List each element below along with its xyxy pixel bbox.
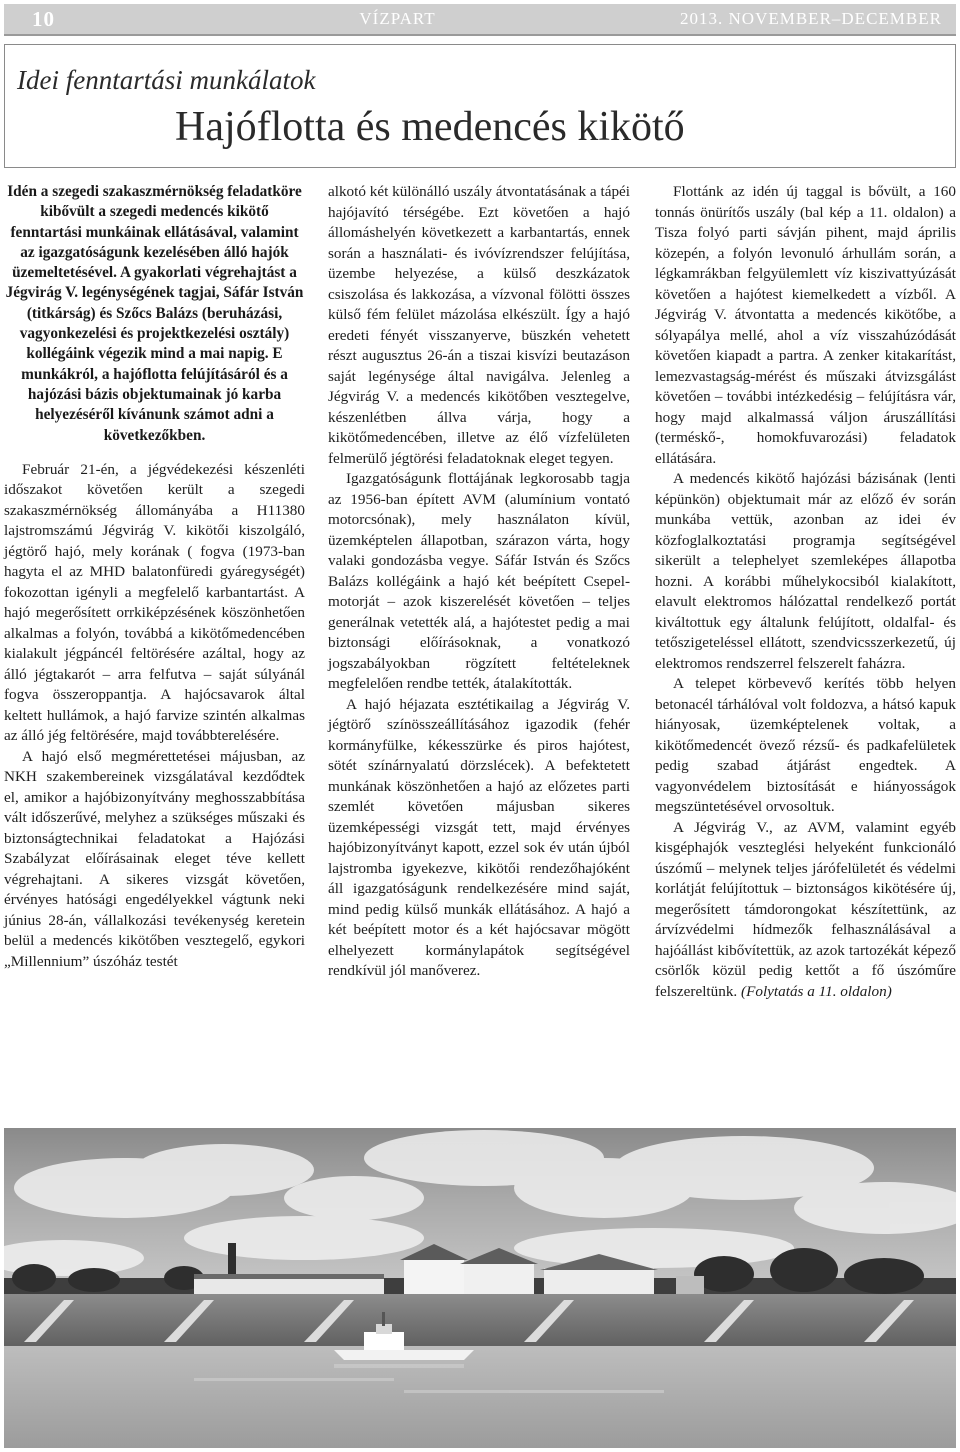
page-header: [4, 4, 956, 36]
paragraph: A medencés kikötő hajózási bázisának (lenti képünkön) objektumait már az előző év során munkába vettük, azonban az idei év közfoglalkoztatási programja segítségével sikerült a telephelyet szemleképes állapotba hozni. A korábbi műhelykocsiból kialakított, elavult elektromos hálózattal rendelkező portát kiváltottuk egy általunk felújított, oldalfal- és tetőszigeteléssel ellátott, szendvicsszerkezetű, új elektromos rendszerrel felszerelt faházra.: [655, 470, 956, 672]
paragraph: Flottánk az idén új taggal is bővült, a 160 tonnás önürítős uszály (bal kép a 11. oldalon) a Tisza folyó parti sávján pihent, majd április közepén, a folyón levonuló árhullám során, a légkamrákban felgyülemlett víz kiszivattyúzását követően a hajótest kiemelkedett a vízből. A Jégvirág V. átvontatta a medencés kikötőbe, a sólyapálya mellé, ahol a víz visszahúzódását követően kiapadt a partra. A zenker kitakarítást, lemezvastagság-mérést és műszaki átvizsgálást követően – további intézkedésig – felújításra vár, hogy majd alkalmassá váljon áruszállítási (terméskő-, homokfuvarozási) feladatok ellátására.: [655, 183, 956, 467]
paragraph: Február 21-én, a jégvédekezési készenléti időszakot követően került a szegedi szakaszmérnökség állományába a H11380 lajstromszámú Jégvirág V. kikötői kiszolgáló, jégtörő hajó, mely korának ( fogva (1973-ban hagyta el az MHD balatonfüredi gyáregységét) fokozottan igényli a megfelelő karbantartást. A hajó megerősített orrkiképzésének köszönhetően alkalmas a folyón, továbbá a kikötőmedencében kialakult jégpáncél feltörésére azáltal, hogy az álló jégtakarót – arra felfutva – saját súlyánál fogva összeroppantja. A hajócsavarok által keltett hullámok, a hajó farvize szintén alkalmas az álló jég feltörésére, majd továbbterelésére.: [4, 460, 305, 745]
text-column-2: [328, 182, 630, 982]
article-lead: Idén a szegedi szakaszmérnökség feladatköre kibővült a szegedi medencés kikötő fenntartási munkáinak ellátásával, valamint az igazgatóságunk kezelésében álló hajók üzemeltetésével. A gyakorlati végrehajtást a Jégvirág V. legénységének tagjai, Sáfár István (titkárság) és Szőcs Balázs (beruházási, vagyonkezelési és projektkezelési osztály) kollégáink végezik mind a mai napig. E munkákról, a hajóflotta felújításáról és a hajózási bázis objektumainak jó karba helyezéséről kívánunk számot adni a következőkben.: [5, 183, 304, 444]
text-column-3: [655, 182, 956, 1002]
paragraph: Igazgatóságunk flottájának legkorosabb tagja az 1956-ban épített AVM (alumínium vontató motorcsónak), mely használaton kívül, üzemképtelen állapotban, szárazon várta, hogy valaki gondozásba vegye. Sáfár István és Szőcs Balázs kollégáink a hajó két beépített Csepel-motorját – azok kiszerelését követően – teljes generálnak vetették alá, a hajótestet pedig a mai biztonsági előírásoknak, a vonatkozó jogszabályokban rögzített feltételeknek megfelelően rendbe tették, átalakították.: [328, 470, 630, 692]
river-water: [4, 1346, 956, 1448]
paragraph: A telepet körbevevő kerítés több helyen betonacél tárhálóval volt foldozva, a hátsó kapuk hiányosak, üzemképtelenek voltak, a kikötőmedencét övező rézsű- és padkafelületek pedig szabad átjárást engedtek. A vagyonvédelem biztosítását e hiányosságok megszüntetésével orvosoltuk.: [655, 675, 956, 815]
river-bank: [4, 1294, 956, 1350]
paragraph: alkotó két különálló uszály átvontatásának a tápéi hajójavító térségébe. Ezt követően a hajó állomáshelyén következett a karbantartás, ennek során a használati- és ivóvízrendszer felújítása, üzembe helyezése, a külső deszkázatok csiszolása és lakkozása, a vízvonal fölötti összes külső fém felület mázolása elkészült. Így a hajó eredeti fényét visszanyerve, büszkén vehetett részt augusztus 26-án a tiszai kisvízi beutazáson saját legénysége által navigálva. Jelenleg a Jégvirág V. a medencés kikötőben vesztegelve, készenlétben állva várja, hogy a kikötőmedencében, illetve az élő vízfelületen felmerülő jégtörési feladatoknak eleget tegyen.: [328, 183, 630, 467]
harbor-photo-illustration: [4, 1128, 956, 1448]
continued-note: (Folytatás a 11. oldalon): [741, 982, 892, 1000]
issue-date: 2013. NOVEMBER–DECEMBER: [680, 9, 942, 28]
harbor-photo: [4, 1128, 956, 1448]
paragraph: A hajó héjazata esztétikailag a Jégvirág V. jégtörő színösszeállításához igazodik (fehér kormányfülke, kékesszürke és piros hajótest, sötét színárnyalatú dörzslécek). A befektetett munkának köszönhetően a hajó az előzetes parti szemlét követően májusban sikeres üzemképességi vizsgát tett, majd érvényes hajóbizonyítványt kapott, ezzel sok év után újból lajstromba igyekezve, kikötői rendezőhajóként áll igazgatóságunk rendelkezésére mind saját, mind pedig külső munkák ellátásához. A hajó a két beépített motor és a két hajócsavar mögött elhelyezett kormánylapátok segítségével rendkívül jól manőverez.: [328, 695, 630, 979]
paragraph: [655, 818, 956, 1003]
page-number: 10: [32, 6, 55, 31]
text-column-1: [4, 182, 305, 972]
article-title: Hajóflotta és medencés kikötő: [175, 104, 685, 150]
magazine-title: VÍZPART: [359, 9, 436, 28]
article-title-box: [4, 44, 956, 168]
article-kicker: Idei fenntartási munkálatok: [17, 65, 316, 95]
paragraph-text: A Jégvirág V., az AVM, valamint egyéb kisgéphajók veszteglési helyeként funkcionáló úszómű – melynek teljes járófelületét és védelmi korlátját felújítottuk – biztonságos kikötésére új, megerősített támdorongokat készítettünk, az árvízvédelmi hídmezők felhasználásával a hajóállást kibővítettük, az azok tartozékát képező csörlők közül pedig kettőt a fő úszóműre felszereltünk.: [655, 818, 956, 1000]
paragraph: A hajó első megmérettetései májusban, az NKH szakembereinek vizsgálatával kezdődtek el, amikor a hajóbizonyítvány meghosszabbítása vált időszerűvé, melyhez a szükséges műszaki és biztonságtechnikai feladatokat a Hajózási Szabályzat előírásainak eleget téve kellett végrehajtani. A sikeres vizsgát követően, érvényes hatósági engedélyekkel vágtunk neki június 28-án, vállalkozási tevékenység keretein belül a medencés kikötőben vesztegelő, egykori „Millennium” úszóház testét: [4, 747, 305, 970]
